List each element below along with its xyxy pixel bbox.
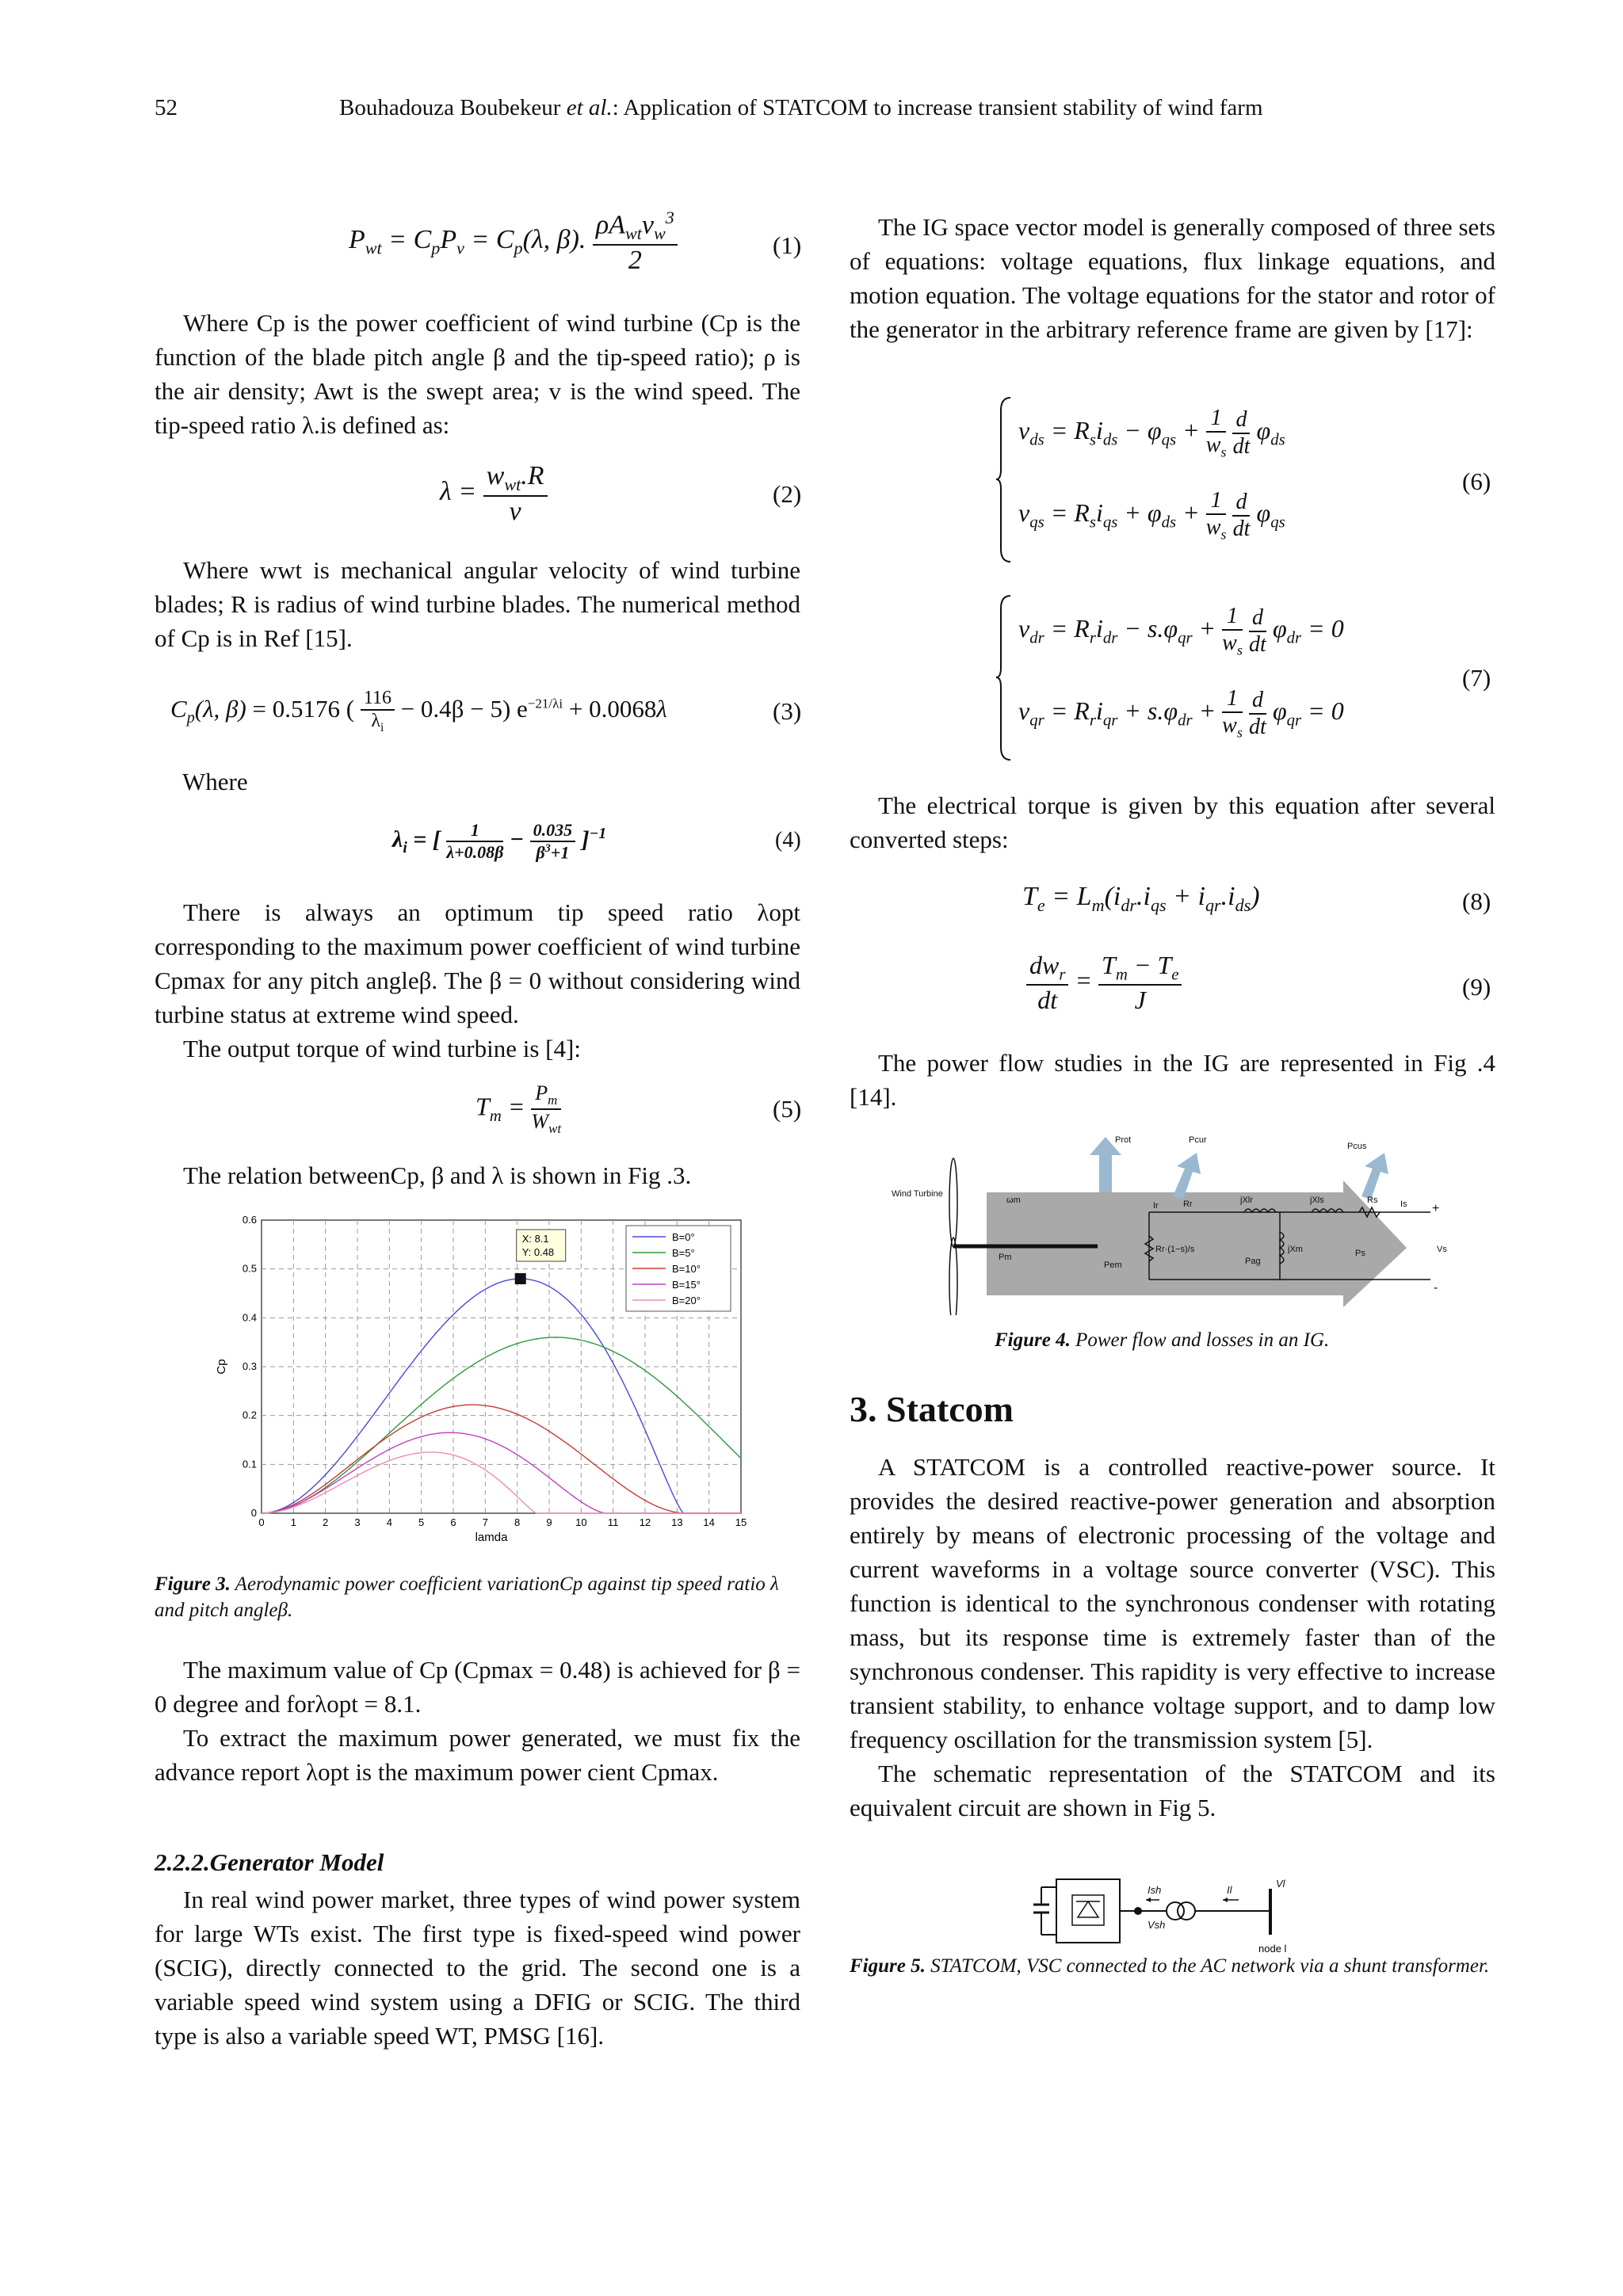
chart-ytick-label: 0.1 [242,1458,257,1470]
equation-6-number: (6) [1462,467,1491,495]
equation-8-number: (8) [1462,887,1491,915]
chart-legend-entry: B=10° [672,1263,701,1275]
page-number: 52 [155,95,178,120]
left-paragraph-8: In real wind power market, three types of wind power system for large WTs exist. The first type is fixed-speed wind power (SCIG), directly connected to the grid. The second one is a variable speed wind system using a DFIG or SCIG. The third type is also a variable speed WT, PMSG [16]. [155,1886,800,2050]
figure-3-caption [155,1571,800,1623]
chart-legend-entry: B=5° [672,1247,695,1259]
label-jxls: jXls [1310,1196,1324,1205]
running-title [339,95,1263,121]
label-pcu-s: Pcus [1347,1142,1367,1151]
chart-datatip-x: X: 8.1 [521,1233,549,1245]
label-minus: - [1434,1281,1438,1295]
chart-xtick-label: 1 [290,1516,296,1528]
label-jxm: jXm [1288,1245,1303,1254]
equation-9: $\frac{dw_r}{dt}$ = $\frac{T_m - T_e}{J}$ [1026,951,1182,1015]
label-ir: Ir [1153,1201,1159,1211]
turbine-blade-bottom [949,1238,957,1315]
label-vsh: Vsh [1148,1919,1166,1931]
section-heading: 3. Statcom [850,1389,1014,1429]
chart-xtick-label: 6 [450,1516,456,1528]
chart-xlabel: lamda [475,1531,508,1544]
vsh-node [1134,1907,1142,1915]
figure-4-text: Power flow and losses in an IG. [1075,1329,1330,1351]
equation-8: $T_e = L_m(i_{dr}.i_{qs} + i_{qr}.i_{ds})$ [1022,882,1260,915]
label-rr: Rr [1183,1199,1193,1209]
figure-3-text: Aerodynamic power coefficient variationCp against tip speed ratio λ and pitch angleβ. [155,1573,779,1621]
stator-copper-loss-arrow [1361,1153,1388,1199]
chart-legend-entry: B=0° [672,1231,695,1243]
right-paragraph-1: The IG space vector model is generally composed of three sets of equations: voltage equations, flux linkage equations, and motion equation. The voltage equations for the stator and rotor of the generator in the arbitrary reference frame are given by [17]: [850,213,1495,343]
chart-datatip-marker [515,1273,526,1284]
equation-9-number: (9) [1462,973,1491,1001]
equation-3: $C_p(\lambda$, β) = 0.5176 ( $\frac{116}{\lambda_i}$ − 0.4β − 5) $e^{-21/\lambda i} + 0.0068\lambda$ [170,688,667,734]
chart-ytick-label: 0.6 [242,1214,257,1226]
equation-1-number: (1) [773,231,802,259]
running-title-author: Bouhadouza Boubekeur [339,95,561,120]
equation-2-number: (2) [773,480,802,508]
figure-3-label: Figure 3. [155,1573,231,1595]
left-paragraph-3: There is always an optimum tip speed ratio λopt corresponding to the maximum power coefficient of wind turbine Cpmax for any pitch angleβ. The β = 0 without considering wind turbine status at extreme wind speed. The output torque of wind turbine is [4]: [155,898,800,1062]
label-pem: Pem [1104,1261,1122,1270]
equation-5-number: (5) [773,1095,802,1123]
equation-7-number: (7) [1462,664,1491,692]
label-omega: ωm [1006,1196,1021,1205]
vsc-box [1056,1879,1120,1943]
label-prot: Prot [1115,1135,1132,1145]
label-is: Is [1400,1199,1407,1209]
running-title-rest: : Application of STATCOM to increase transient stability of wind farm [612,95,1263,120]
chart-legend-entry: B=15° [672,1279,701,1291]
label-pm: Pm [999,1253,1012,1262]
chart-datatip-y: Y: 0.48 [521,1246,555,1258]
equation-6: $v_{ds} = R_si_{ds} - \varphi_{qs}$ + $\frac{1}{w_s}$ $\frac{d}{dt}$ $\varphi_{ds}$ $v_{qs} = R_si_{qs} + \varphi_{ds}$ + $\frac{1}{w_s}$ $\frac{d}{dt}$ $\varphi_{qs}$ [995,395,1407,565]
statcom-diagram [1029,1871,1346,1958]
figure-5-caption [850,1953,1495,1979]
chart-xtick-label: 9 [546,1516,552,1528]
label-pag: Pag [1245,1257,1261,1266]
label-plus: + [1432,1202,1440,1215]
chart-xtick-label: 10 [575,1516,587,1528]
power-flow-diagram [892,1133,1478,1315]
chart-xtick-label: 0 [258,1516,265,1528]
chart-ytick-label: 0.3 [242,1360,257,1372]
figure-4-caption [995,1327,1329,1353]
right-paragraph-4: A STATCOM is a controlled reactive-power source. It provides the desired reactive-power generation and absorption entirely by means of electronic processing of the voltage and current waveforms in a voltage source converter (VSC). This function is identical to the synchronous condenser with rotating mass, but its response time is extremely faster than of the synchronous condenser. This rapidity is very effective to increase transient stability, to enhance voltage support, and to damp low frequency oscillation for the transmission system [5]. The schematic representation of the STATCOM and its equivalent circuit are shown in Fig 5. [850,1453,1495,1821]
chart-ytick-label: 0.5 [242,1262,257,1275]
figure-5-text: STATCOM, VSC connected to the AC network via a shunt transformer. [930,1955,1490,1977]
chart-ytick-label: 0 [250,1507,257,1519]
equation-7: $v_{dr} = R_ri_{dr} - s.\varphi_{qr}$ + $\frac{1}{w_s}$ $\frac{d}{dt}$ $\varphi_{dr} = 0$ $v_{qr} = R_ri_{qr} + s.\varphi_{dr}$ + $\frac{1}{w_s}$ $\frac{d}{dt}$ $\varphi_{qr} = 0$ [995,593,1438,763]
chart-legend [626,1226,731,1311]
label-pcu-r: Pcur [1189,1135,1207,1145]
chart-xtick-label: 2 [323,1516,329,1528]
equation-2: λ = $\frac{w_{wt}.R}{v}$ [440,461,548,527]
figure-4-label: Figure 4. [995,1329,1071,1351]
cp-chart [214,1208,753,1549]
rotational-loss-arrow [1090,1137,1121,1192]
running-title-etal: et al. [566,95,613,120]
equation-1: $P_{wt} = C_pP_v = C_p(\lambda$, β). $\frac{\rho A_{wt}v_w^3}{2}$ [349,208,678,276]
chart-xtick-label: 7 [482,1516,488,1528]
chart-ytick-label: 0.2 [242,1409,257,1421]
equation-4: $\lambda_i$ = [ $\frac{1}{\lambda+0.08\beta}$ − $\frac{0.035}{\beta^3+1}$ ]$^{-1}$ [392,820,607,863]
label-ish: Ish [1148,1884,1162,1896]
chart-ylabel: Cp [215,1359,228,1375]
chart-ytick-label: 0.4 [242,1311,257,1324]
right-paragraph-3: The power flow studies in the IG are represented in Fig .4 [14]. [850,1049,1495,1111]
chart-xtick-label: 3 [354,1516,361,1528]
label-node: node l [1258,1943,1287,1955]
subsection-heading: 2.2.2.Generator Model [155,1848,384,1876]
label-rs: Rs [1367,1196,1378,1205]
left-paragraph-5: The relation betweenCp, β and λ is shown in Fig .3. [183,1161,692,1189]
equation-3-number: (3) [773,697,802,725]
chart-xtick-label: 4 [386,1516,392,1528]
chart-xtick-label: 5 [418,1516,425,1528]
label-vs: Vs [1437,1245,1447,1254]
figure-5-label: Figure 5. [850,1955,926,1977]
label-il: Il [1227,1884,1232,1896]
label-vl: Vl [1276,1878,1285,1890]
left-paragraph-6: The maximum value of Cp (Cpmax = 0.48) is achieved for β = 0 degree and forλopt = 8.1. To extract the maximum power generated, we must fix the advance report λopt is the maximum power cient Cpmax. [155,1656,800,1786]
chart-xtick-label: 15 [735,1516,747,1528]
equation-5: $T_m$ = $\frac{P_m}{W_{wt}}$ [475,1081,562,1137]
left-where: Where [182,768,248,795]
left-paragraph-1: Where Cp is the power coefficient of wind turbine (Cp is the function of the blade pitch angle β and the tip-speed ratio); ρ is the air density; Awt is the swept area; v is the wind speed. The tip-speed ratio λ.is defined as: [155,309,800,439]
transformer-coil-2 [1178,1902,1195,1920]
label-jxlr: jXlr [1240,1196,1253,1205]
power-flow-arrow-body [987,1180,1407,1307]
label-rr-frac: Rr·(1−s)/s [1155,1245,1195,1254]
chart-xtick-label: 13 [671,1516,683,1528]
chart-xtick-label: 8 [514,1516,521,1528]
chart-xtick-label: 11 [607,1516,619,1528]
label-wind: Wind Turbine [892,1189,943,1199]
chart-xtick-label: 14 [703,1516,715,1528]
turbine-blade-top [949,1158,957,1247]
right-paragraph-2: The electrical torque is given by this equation after several converted steps: [850,791,1495,853]
transformer-coil-1 [1167,1902,1184,1920]
left-paragraph-2: Where wwt is mechanical angular velocity of wind turbine blades; R is radius of wind turbine blades. The numerical method of Cp is in Ref [15]. [155,556,800,652]
chart-xtick-label: 12 [639,1516,651,1528]
equation-4-number: (4) [775,828,801,852]
label-ps: Ps [1355,1249,1365,1258]
chart-legend-entry: B=20° [672,1295,701,1306]
